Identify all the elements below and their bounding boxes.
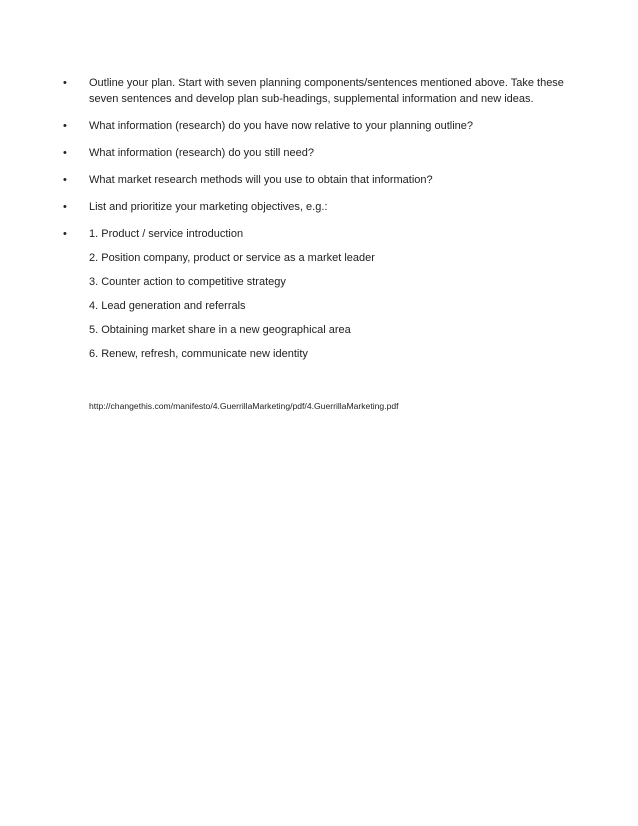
- bullet-marker: •: [63, 147, 67, 159]
- objective-item: 3. Counter action to competitive strategy: [89, 276, 286, 288]
- bullet-marker: •: [63, 174, 67, 186]
- bullet-item-research-methods: [60, 172, 580, 188]
- bullet-text: What information (research) do you still need?: [89, 147, 314, 159]
- source-link[interactable]: http://changethis.com/manifesto/4.GuerrillaMarketing/pdf/4.GuerrillaMarketing.pdf: [89, 401, 399, 411]
- bullet-marker: •: [63, 228, 67, 240]
- bullet-item-information-have: [60, 118, 580, 134]
- bullet-item-outline-plan: [60, 75, 580, 107]
- bullet-text: What market research methods will you use to obtain that information?: [89, 174, 433, 186]
- objective-item: 2. Position company, product or service as a market leader: [89, 252, 375, 264]
- bullet-item-information-need: [60, 145, 580, 161]
- bullet-text: What information (research) do you have now relative to your planning outline?: [89, 120, 473, 132]
- bullet-item-marketing-objectives: [60, 199, 580, 215]
- bullet-item-objectives-list: [60, 226, 580, 362]
- bullet-marker: •: [63, 120, 67, 132]
- planning-bullet-list: [60, 75, 580, 373]
- bullet-text: 1. Product / service introduction: [89, 228, 244, 240]
- objective-item: 5. Obtaining market share in a new geographical area: [89, 324, 351, 336]
- bullet-marker: •: [63, 77, 67, 89]
- objective-item: 6. Renew, refresh, communicate new identity: [89, 348, 308, 360]
- bullet-text: Outline your plan. Start with seven planning components/sentences mentioned above. Take these seven sentences and develop plan sub-headings, supplemental information and new ideas.: [89, 77, 564, 105]
- bullet-marker: •: [63, 201, 67, 213]
- bullet-text: List and prioritize your marketing objectives, e.g.:: [89, 201, 328, 213]
- objective-item: 4. Lead generation and referrals: [89, 300, 246, 312]
- objectives-sub-list: [89, 250, 580, 362]
